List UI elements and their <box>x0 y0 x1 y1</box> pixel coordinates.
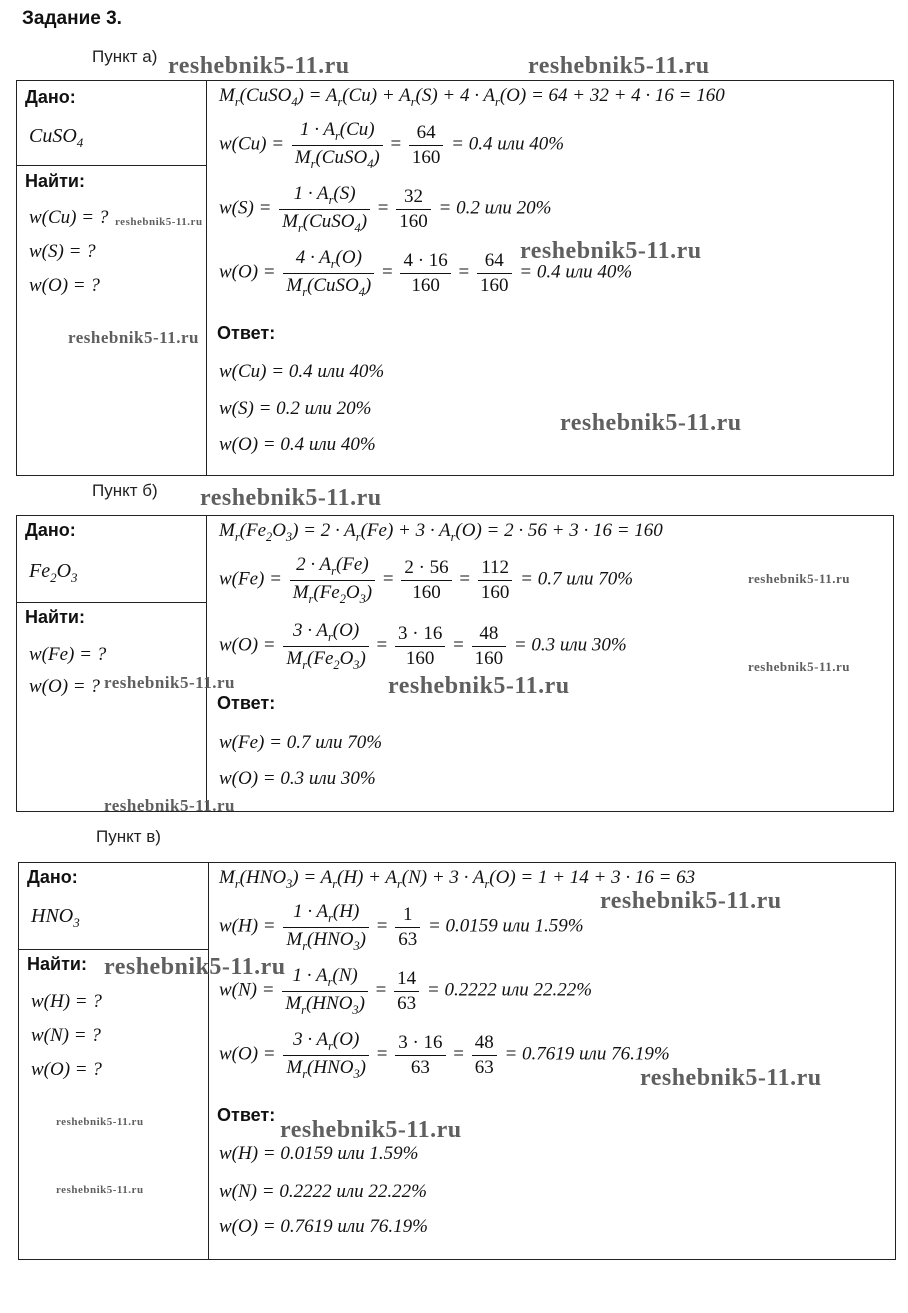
dano-label: Дано: <box>27 867 78 887</box>
fraction-equation-h: w(H) = $\frac{1 \cdot A_r(H)}{M_r(HNO_3)}$ = $\frac{1}{63}$ = 0.0159 или 1.59% <box>219 901 584 953</box>
fraction-equation-cu: w(Cu) = $\frac{1 \cdot A_r(Cu)}{M_r(CuSO_4)}$ = $\frac{64}{160}$ = 0.4 или 40% <box>219 119 565 171</box>
find-item: w(Fe) = ? <box>29 644 107 665</box>
answer-line: w(Fe) = 0.7 или 70% <box>219 732 383 753</box>
answer-line: w(N) = 0.2222 или 22.22% <box>219 1181 427 1202</box>
watermark: reshebnik5-11.ru <box>200 485 382 511</box>
watermark: reshebnik5-11.ru <box>104 796 235 815</box>
task-title: Задание 3. <box>22 8 122 29</box>
watermark: reshebnik5-11.ru <box>104 954 286 980</box>
find-item: w(H) = ? <box>31 991 102 1012</box>
part-b-heading: Пункт б) <box>92 481 158 500</box>
fraction-equation-fe: w(Fe) = $\frac{2 \cdot A_r(Fe)}{M_r(Fe_2O_3)}$ = $\frac{2 \cdot 56}{160}$ = $\frac{112}{160}$ = 0.7 или 70% <box>219 554 634 606</box>
watermark: reshebnik5-11.ru <box>388 673 570 699</box>
part-a-heading: Пункт а) <box>92 47 158 66</box>
given-formula: CuSO$_4$ <box>29 125 84 150</box>
answer-line: w(S) = 0.2 или 20% <box>219 398 372 419</box>
watermark: reshebnik5-11.ru <box>56 1116 144 1128</box>
answer-line: w(H) = 0.0159 или 1.59% <box>219 1143 419 1164</box>
naiti-label: Найти: <box>25 607 85 627</box>
dano-label: Дано: <box>25 520 76 540</box>
part-c-box <box>18 862 896 1260</box>
given-formula: $Fe_2O_3$ <box>29 560 78 585</box>
watermark: reshebnik5-11.ru <box>560 410 742 436</box>
divider <box>17 165 206 166</box>
divider <box>17 602 206 603</box>
watermark: reshebnik5-11.ru <box>600 888 782 914</box>
answer-line: w(O) = 0.7619 или 76.19% <box>219 1216 428 1237</box>
fraction-equation-o: w(O) = $\frac{4 \cdot A_r(O)}{M_r(CuSO_4)}$ = $\frac{4 \cdot 16}{160}$ = $\frac{64}{160}$ = 0.4 или 40% <box>219 247 633 299</box>
fraction-equation-o: w(O) = $\frac{3 \cdot A_r(O)}{M_r(HNO_3)}$ = $\frac{3 \cdot 16}{63}$ = $\frac{48}{63}$ = 0.7619 или 76.19% <box>219 1029 670 1081</box>
watermark: reshebnik5-11.ru <box>280 1117 462 1143</box>
answer-line: w(O) = 0.3 или 30% <box>219 768 376 789</box>
part-a-left-column <box>17 81 207 475</box>
watermark: reshebnik5-11.ru <box>640 1065 822 1091</box>
find-item: w(N) = ? <box>31 1025 101 1046</box>
naiti-label: Найти: <box>25 171 85 191</box>
part-b-left-column <box>17 516 207 811</box>
find-item: w(O) = ? <box>29 275 100 296</box>
given-formula: $HNO_3$ <box>31 905 80 930</box>
watermark: reshebnik5-11.ru <box>56 1184 144 1196</box>
molar-mass-equation: $M_r(HNO_3) = A_r(H) + A_r(N) + 3 \cdot A_r(O) = 1 + 14 + 3 \cdot 16 = 63$ <box>219 867 696 891</box>
watermark: reshebnik5-11.ru <box>115 216 203 228</box>
fraction-equation-s: w(S) = $\frac{1 \cdot A_r(S)}{M_r(CuSO_4)}$ = $\frac{32}{160}$ = 0.2 или 20% <box>219 183 552 235</box>
answer-line: w(O) = 0.4 или 40% <box>219 434 376 455</box>
fraction-equation-o: w(O) = $\frac{3 \cdot A_r(O)}{M_r(Fe_2O_3)}$ = $\frac{3 \cdot 16}{160}$ = $\frac{48}{160}$ = 0.3 или 30% <box>219 620 627 672</box>
otvet-label: Ответ: <box>217 693 276 713</box>
watermark: reshebnik5-11.ru <box>68 328 199 347</box>
watermark: reshebnik5-11.ru <box>168 53 350 79</box>
find-item: w(Cu) = ? <box>29 207 109 228</box>
part-c-left-column <box>19 863 209 1259</box>
part-c-heading: Пункт в) <box>96 827 161 846</box>
molar-mass-equation: $M_r(Fe_2O_3) = 2 \cdot A_r(Fe) + 3 \cdot A_r(O) = 2 \cdot 56 + 3 \cdot 16 = 160$ <box>219 520 663 544</box>
find-item: w(O) = ? <box>31 1059 102 1080</box>
part-a-box <box>16 80 894 476</box>
watermark: reshebnik5-11.ru <box>528 53 710 79</box>
find-item: w(O) = ? <box>29 676 100 697</box>
otvet-label: Ответ: <box>217 1105 276 1125</box>
molar-mass-equation: $M_r(CuSO_4) = A_r(Cu) + A_r(S) + 4 \cdot A_r(O) = 64 + 32 + 4 \cdot 16 = 160$ <box>219 85 725 109</box>
watermark: reshebnik5-11.ru <box>520 238 702 264</box>
divider <box>19 949 208 950</box>
fraction-equation-n: w(N) = $\frac{1 \cdot A_r(N)}{M_r(HNO_3)}$ = $\frac{14}{63}$ = 0.2222 или 22.22% <box>219 965 593 1017</box>
find-item: w(S) = ? <box>29 241 96 262</box>
watermark: reshebnik5-11.ru <box>748 571 851 586</box>
watermark: reshebnik5-11.ru <box>748 659 851 674</box>
otvet-label: Ответ: <box>217 323 276 343</box>
dano-label: Дано: <box>25 87 76 107</box>
naiti-label: Найти: <box>27 954 87 974</box>
answer-line: w(Cu) = 0.4 или 40% <box>219 361 385 382</box>
watermark: reshebnik5-11.ru <box>104 673 235 692</box>
